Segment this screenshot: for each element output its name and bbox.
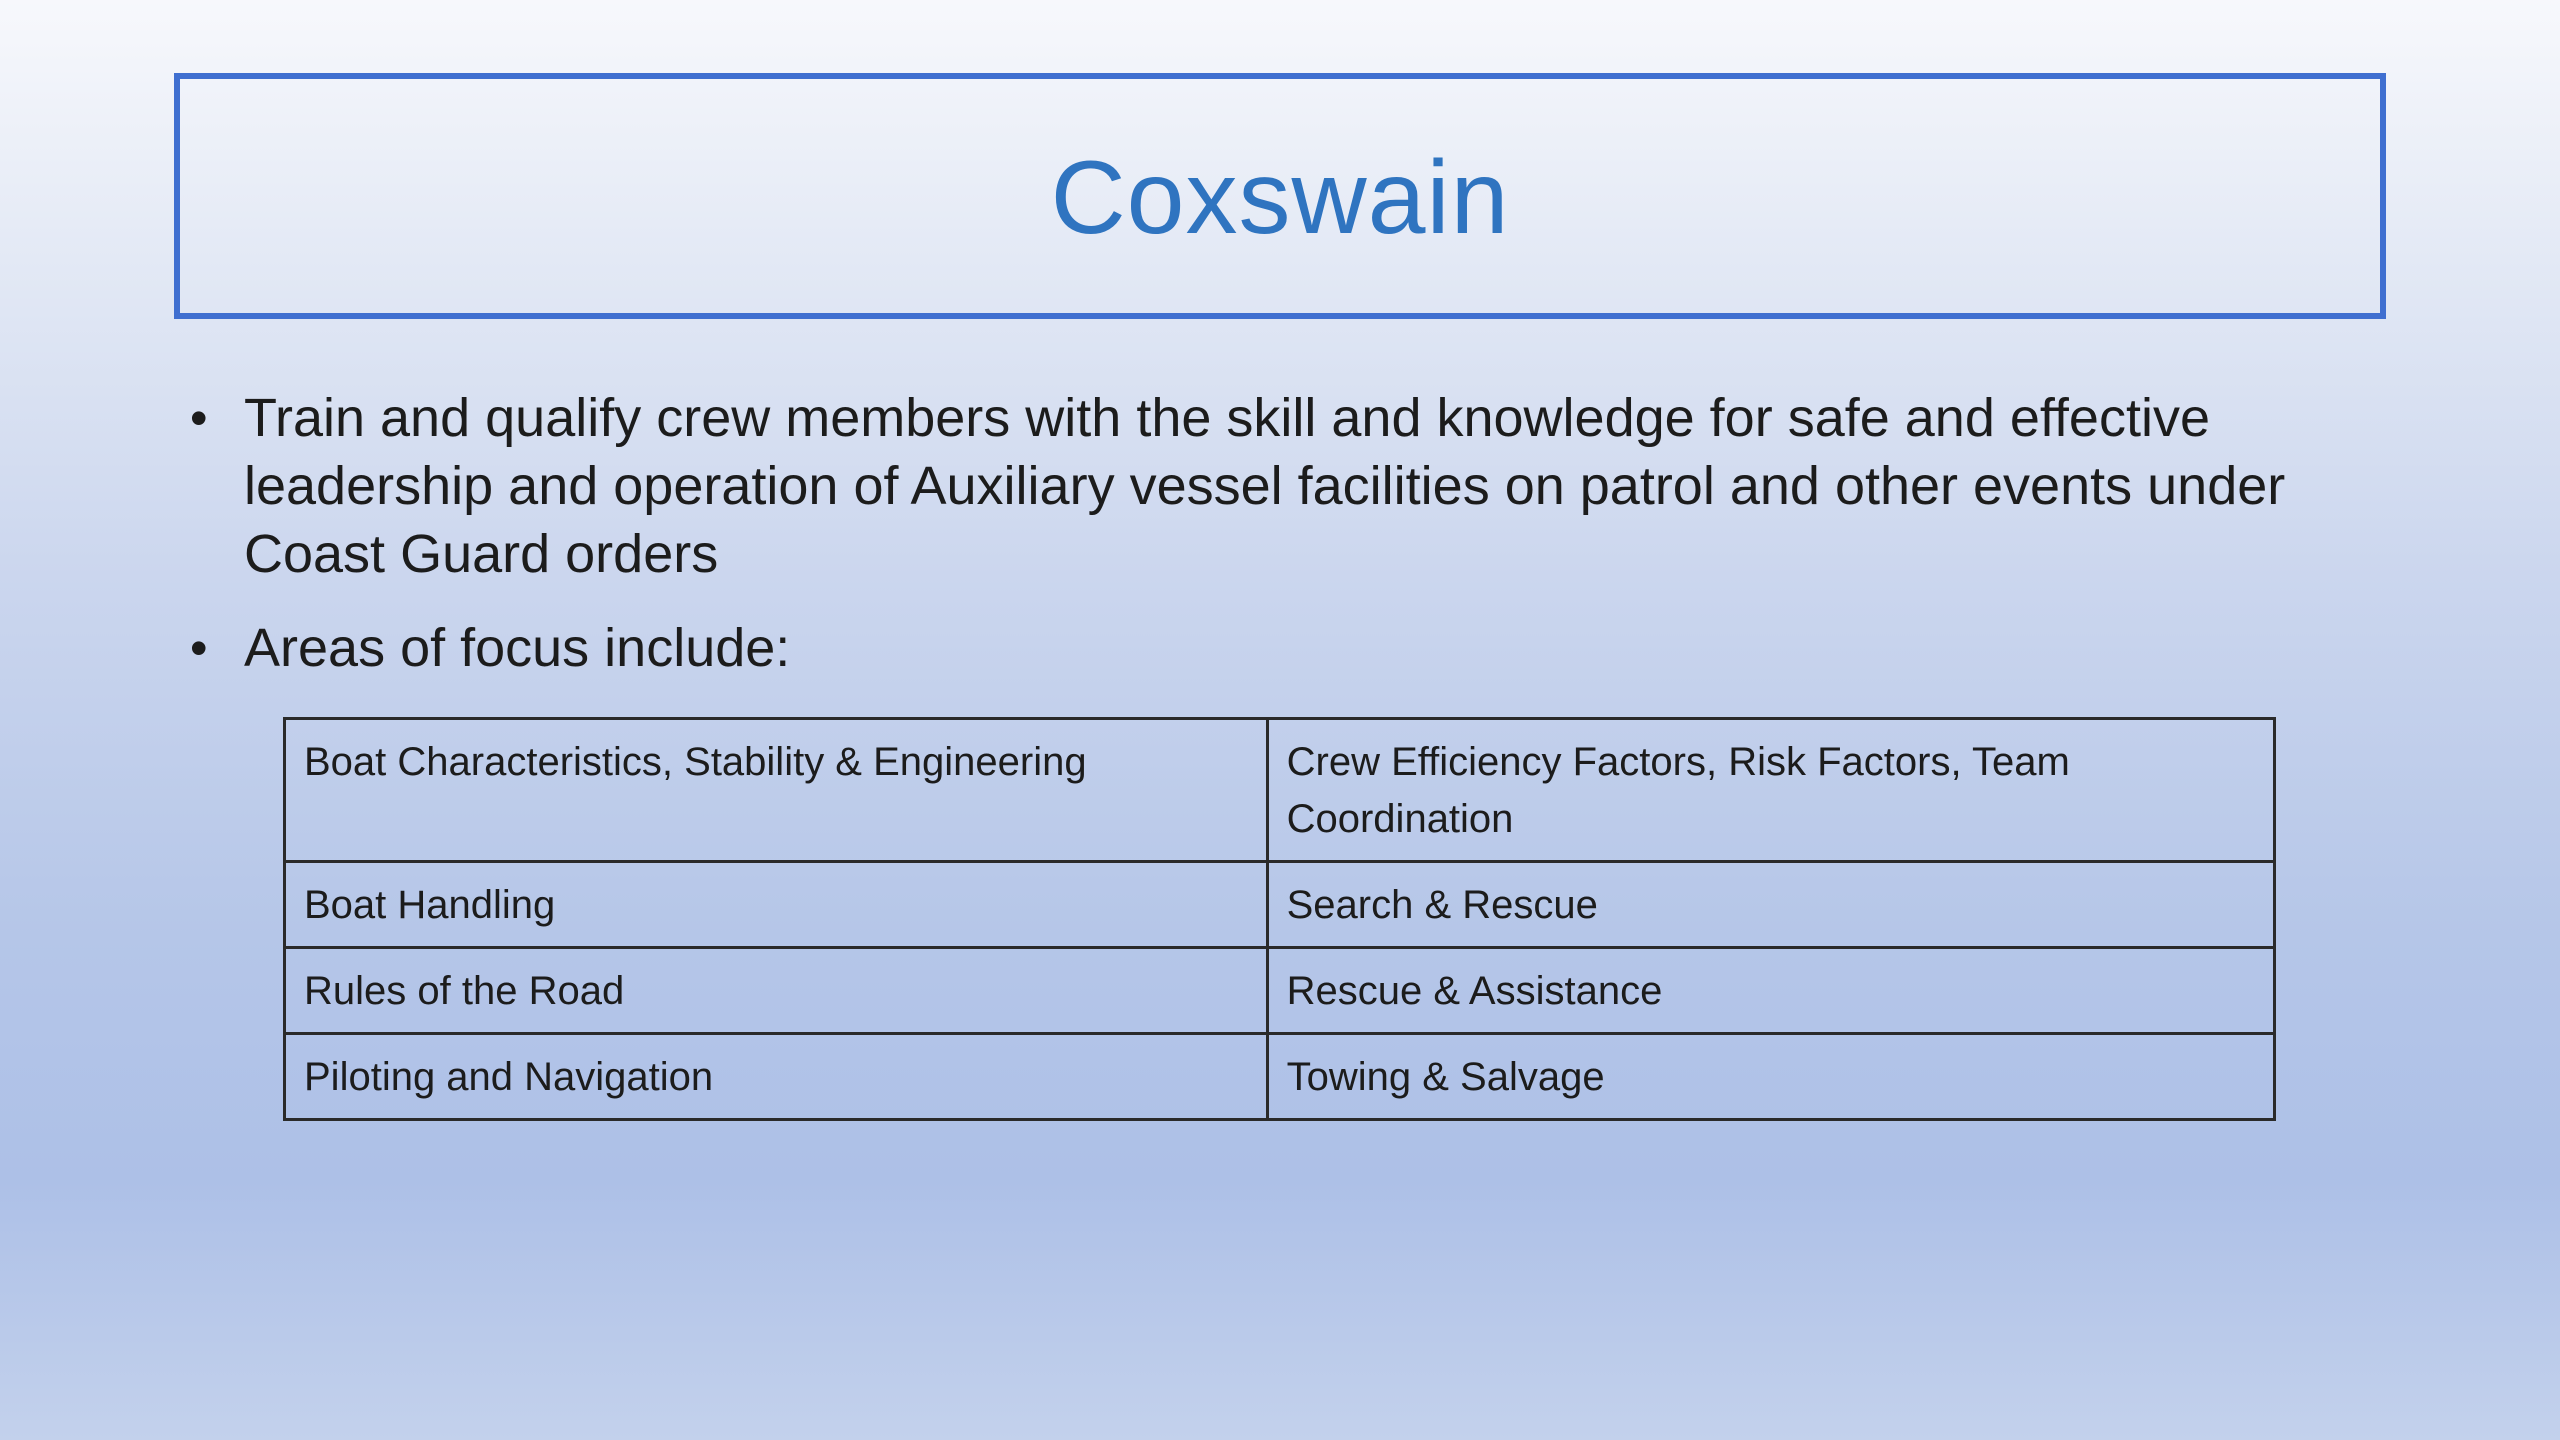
bullet-list bbox=[190, 384, 2390, 682]
table-cell: Boat Handling bbox=[285, 862, 1268, 948]
table-row bbox=[285, 719, 2275, 862]
bullet-item bbox=[190, 614, 2390, 682]
bullet-dot-icon: • bbox=[190, 390, 208, 446]
table-cell: Rules of the Road bbox=[285, 948, 1268, 1034]
table-cell: Piloting and Navigation bbox=[285, 1034, 1268, 1120]
table-row bbox=[285, 862, 2275, 948]
focus-areas-table bbox=[283, 717, 2276, 1121]
table-cell: Rescue & Assistance bbox=[1267, 948, 2274, 1034]
bullet-text: Train and qualify crew members with the skill and knowledge for safe and effective leadership and operation of Auxiliary vessel facilities on patrol and other events under Coast Guard orders bbox=[244, 388, 2286, 584]
table-row bbox=[285, 1034, 2275, 1120]
title-box bbox=[174, 73, 2386, 319]
bullet-dot-icon: • bbox=[190, 620, 208, 676]
table-cell: Crew Efficiency Factors, Risk Factors, Team Coordination bbox=[1267, 719, 2274, 862]
table-row bbox=[285, 948, 2275, 1034]
bullet-text: Areas of focus include: bbox=[244, 618, 791, 678]
table-cell: Boat Characteristics, Stability & Engineering bbox=[285, 719, 1268, 862]
table-cell: Towing & Salvage bbox=[1267, 1034, 2274, 1120]
table-cell: Search & Rescue bbox=[1267, 862, 2274, 948]
bullet-item bbox=[190, 384, 2390, 588]
slide-title: Coxswain bbox=[1050, 139, 1510, 256]
